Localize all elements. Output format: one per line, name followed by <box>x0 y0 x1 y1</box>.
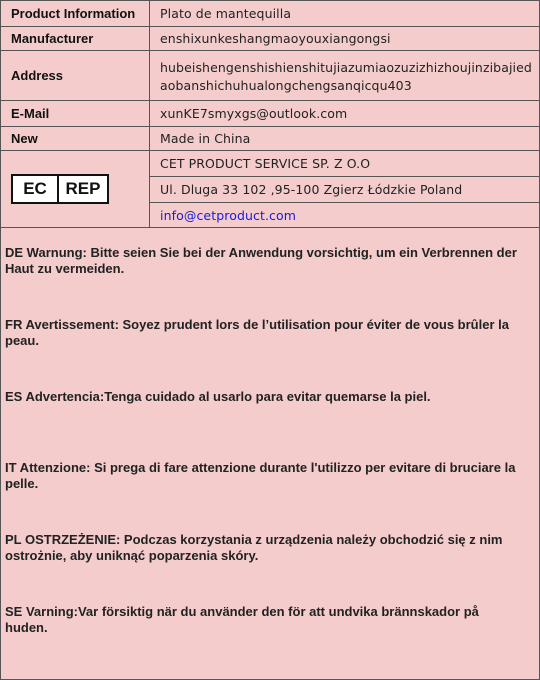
product-label: Product Information <box>1 1 150 27</box>
product-row <box>1 1 540 27</box>
warning-it: IT Attenzione: Si prega di fare attenzione durante l'utilizzo per evitare di bruciare la pelle. <box>5 460 516 491</box>
warning-se: SE Varning:Var försiktig när du använder den för att undvika brännskador på huden. <box>5 604 479 635</box>
new-row <box>1 127 540 151</box>
manufacturer-value: enshixunkeshangmaoyouxiangongsi <box>150 27 540 51</box>
ec-rep-badge-rep: REP <box>65 179 101 198</box>
address-row <box>1 51 540 101</box>
warnings-section <box>0 227 540 680</box>
ec-rep-email-link[interactable]: info@cetproduct.com <box>160 207 297 223</box>
email-label: E-Mail <box>1 101 150 127</box>
ec-rep-badge-ec: EC <box>13 176 59 202</box>
manufacturer-label: Manufacturer <box>1 27 150 51</box>
email-value: xunKE7smyxgs@outlook.com <box>150 101 540 127</box>
product-info-table <box>0 0 540 228</box>
warning-pl: PL OSTRZEŻENIE: Podczas korzystania z urządzenia należy obchodzić się z nim ostrożnie, aby uniknąć poparzenia skóry. <box>5 532 503 563</box>
ec-rep-address: Ul. Dluga 33 102 ,95-100 Zgierz Łódzkie Poland <box>150 177 540 203</box>
warning-fr: FR Avertissement: Soyez prudent lors de l’utilisation pour éviter de vous brûler la peau. <box>5 317 509 348</box>
address-value: hubeishengenshishienshitujiazumiaozuzizhizhoujinzibajiedaobanshichuhualongchengsanqicqu403 <box>150 51 540 101</box>
product-value: Plato de mantequilla <box>150 1 540 27</box>
ec-rep-badge <box>11 174 109 204</box>
warning-es: ES Advertencia:Tenga cuidado al usarlo para evitar quemarse la piel. <box>5 389 431 404</box>
new-value: Made in China <box>150 127 540 151</box>
new-label: New <box>1 127 150 151</box>
manufacturer-row <box>1 27 540 51</box>
ec-rep-email-cell <box>150 203 540 228</box>
ec-rep-company: CET PRODUCT SERVICE SP. Z O.O <box>150 151 540 177</box>
ec-rep-row-company <box>1 151 540 177</box>
address-label: Address <box>1 51 150 101</box>
email-row <box>1 101 540 127</box>
ec-rep-badge-cell <box>1 151 150 228</box>
warning-de: DE Warnung: Bitte seien Sie bei der Anwendung vorsichtig, um ein Verbrennen der Haut zu vermeiden. <box>5 245 517 276</box>
